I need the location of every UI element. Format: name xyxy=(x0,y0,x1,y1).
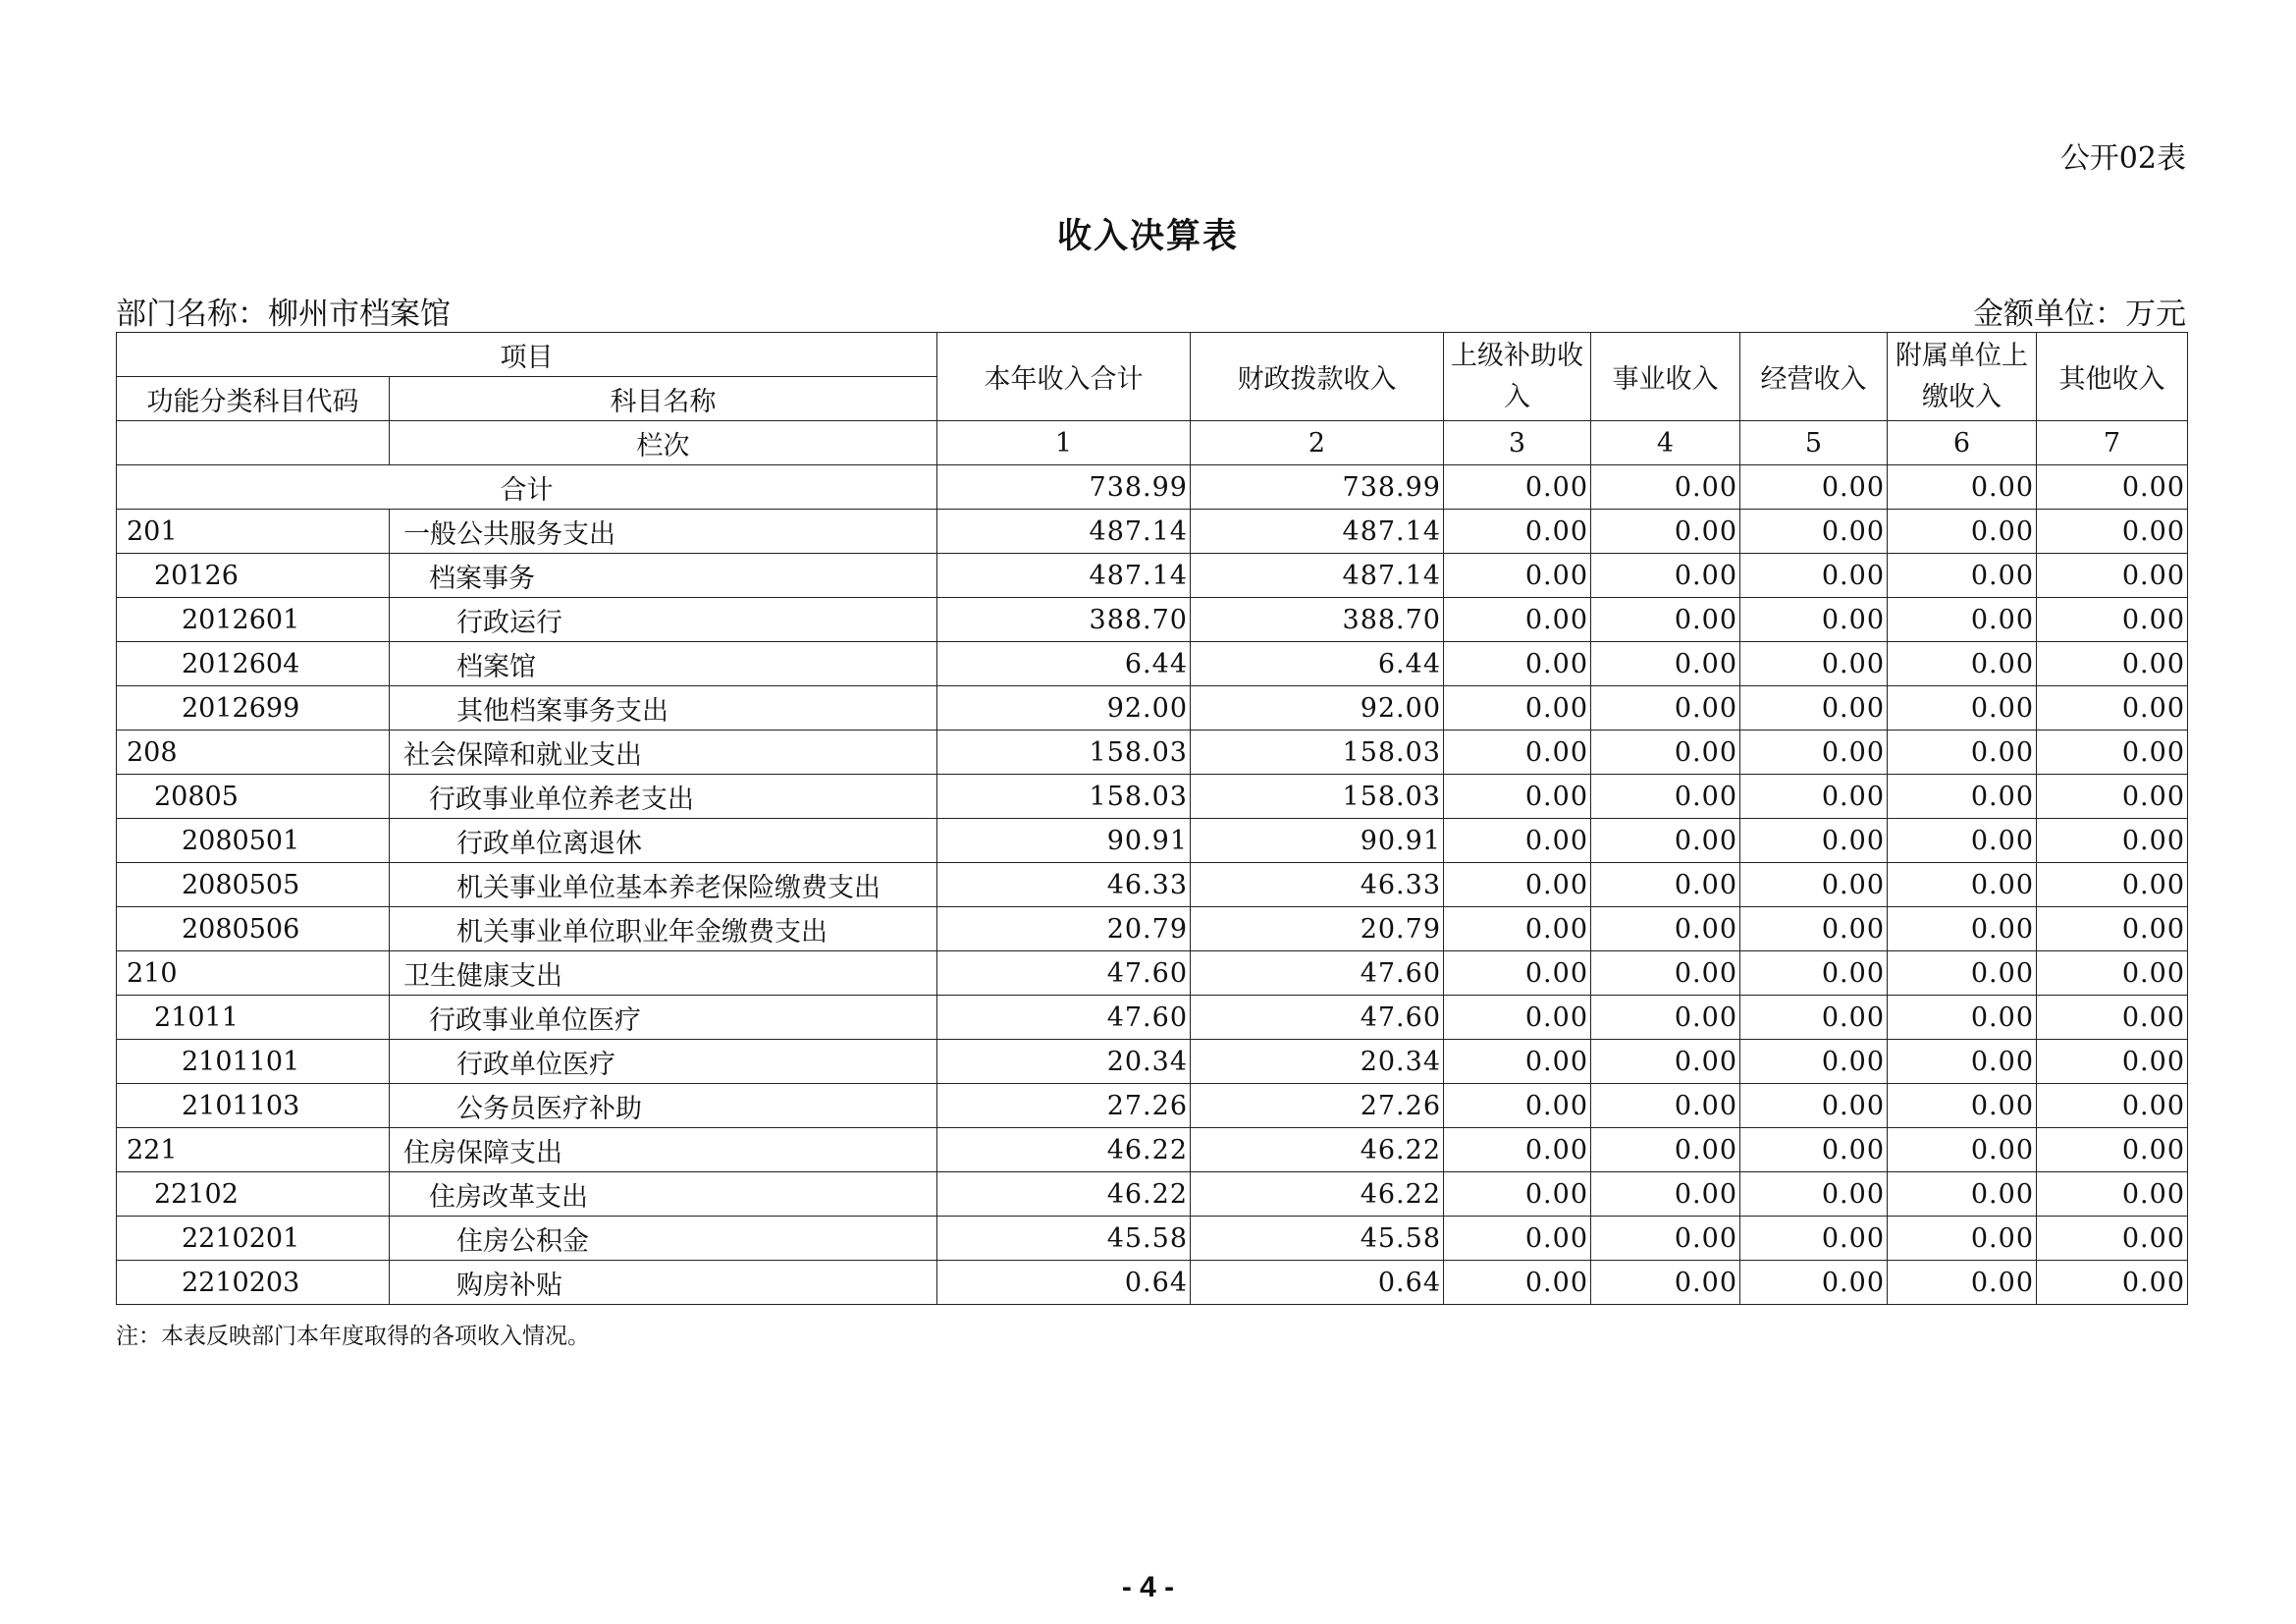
subject-code: 2080505 xyxy=(117,863,390,907)
subject-code: 2101101 xyxy=(117,1040,390,1084)
amount-cell: 0.00 xyxy=(1444,1217,1591,1261)
amount-cell: 0.00 xyxy=(1740,510,1888,554)
amount-cell: 0.00 xyxy=(1740,951,1888,996)
amount-cell: 0.00 xyxy=(1444,510,1591,554)
amount-cell: 0.00 xyxy=(1888,731,2037,775)
column-index-2: 2 xyxy=(1191,421,1444,465)
amount-cell: 20.34 xyxy=(937,1040,1191,1084)
table-row xyxy=(117,819,2188,863)
subject-name: 机关事业单位职业年金缴费支出 xyxy=(390,907,937,951)
amount-cell: 0.00 xyxy=(1591,1261,1740,1305)
amount-cell: 0.00 xyxy=(1444,1172,1591,1217)
amount-cell: 0.00 xyxy=(1591,863,1740,907)
total-value: 738.99 xyxy=(1191,465,1444,510)
column-index-3: 3 xyxy=(1444,421,1591,465)
amount-cell: 0.00 xyxy=(2037,1040,2188,1084)
table-row xyxy=(117,1217,2188,1261)
amount-cell: 0.00 xyxy=(1444,642,1591,686)
amount-cell: 27.26 xyxy=(1191,1084,1444,1128)
table-row xyxy=(117,996,2188,1040)
subject-name: 住房公积金 xyxy=(390,1217,937,1261)
amount-cell: 0.00 xyxy=(1444,1128,1591,1172)
total-value: 0.00 xyxy=(1591,465,1740,510)
amount-cell: 0.00 xyxy=(1740,996,1888,1040)
subject-name: 住房改革支出 xyxy=(390,1172,937,1217)
subject-name: 行政单位离退休 xyxy=(390,819,937,863)
amount-cell: 0.00 xyxy=(1444,996,1591,1040)
column-index-blank xyxy=(117,421,390,465)
amount-cell: 487.14 xyxy=(1191,510,1444,554)
subject-name: 公务员医疗补助 xyxy=(390,1084,937,1128)
amount-cell: 0.00 xyxy=(2037,819,2188,863)
amount-cell: 90.91 xyxy=(1191,819,1444,863)
amount-cell: 0.64 xyxy=(937,1261,1191,1305)
amount-cell: 0.00 xyxy=(1444,1040,1591,1084)
header-business: 事业收入 xyxy=(1591,333,1740,421)
subject-name: 其他档案事务支出 xyxy=(390,686,937,731)
subject-name: 住房保障支出 xyxy=(390,1128,937,1172)
amount-cell: 6.44 xyxy=(937,642,1191,686)
amount-cell: 6.44 xyxy=(1191,642,1444,686)
amount-cell: 0.00 xyxy=(1444,731,1591,775)
form-code: 公开02表 xyxy=(2059,141,2186,176)
amount-unit: 金额单位：万元 xyxy=(1973,297,2186,332)
table-row xyxy=(117,686,2188,731)
amount-cell: 46.22 xyxy=(937,1128,1191,1172)
subject-name: 行政事业单位养老支出 xyxy=(390,775,937,819)
amount-cell: 0.00 xyxy=(1591,819,1740,863)
subject-code: 2210201 xyxy=(117,1217,390,1261)
amount-cell: 487.14 xyxy=(937,510,1191,554)
amount-cell: 0.00 xyxy=(1740,1128,1888,1172)
amount-cell: 0.00 xyxy=(1888,1040,2037,1084)
amount-cell: 0.00 xyxy=(1740,554,1888,598)
amount-cell: 47.60 xyxy=(1191,996,1444,1040)
amount-cell: 0.00 xyxy=(2037,907,2188,951)
subject-code: 21011 xyxy=(117,996,390,1040)
page-number: - 4 - xyxy=(1121,1571,1175,1603)
amount-cell: 0.00 xyxy=(2037,686,2188,731)
amount-cell: 0.00 xyxy=(1740,731,1888,775)
amount-cell: 0.00 xyxy=(1591,1217,1740,1261)
amount-cell: 0.00 xyxy=(1444,1084,1591,1128)
amount-cell: 0.00 xyxy=(1740,863,1888,907)
subject-name: 行政运行 xyxy=(390,598,937,642)
amount-cell: 388.70 xyxy=(937,598,1191,642)
subject-code: 20126 xyxy=(117,554,390,598)
amount-cell: 0.00 xyxy=(1444,598,1591,642)
amount-cell: 0.00 xyxy=(2037,951,2188,996)
subject-code: 20805 xyxy=(117,775,390,819)
amount-cell: 0.00 xyxy=(2037,642,2188,686)
amount-cell: 0.00 xyxy=(2037,1128,2188,1172)
subject-code: 208 xyxy=(117,731,390,775)
amount-cell: 0.00 xyxy=(1740,907,1888,951)
table-row xyxy=(117,1040,2188,1084)
amount-cell: 0.00 xyxy=(1888,996,2037,1040)
column-index-1: 1 xyxy=(937,421,1191,465)
amount-cell: 45.58 xyxy=(937,1217,1191,1261)
amount-cell: 0.00 xyxy=(1444,907,1591,951)
subject-code: 22102 xyxy=(117,1172,390,1217)
header-total: 本年收入合计 xyxy=(937,333,1191,421)
amount-cell: 0.00 xyxy=(2037,510,2188,554)
amount-cell: 487.14 xyxy=(1191,554,1444,598)
amount-cell: 0.00 xyxy=(1888,686,2037,731)
subject-code: 221 xyxy=(117,1128,390,1172)
subject-name: 行政事业单位医疗 xyxy=(390,996,937,1040)
column-index-row xyxy=(117,421,2188,465)
page-title: 收入决算表 xyxy=(1056,216,1239,256)
amount-cell: 47.60 xyxy=(937,996,1191,1040)
amount-cell: 0.00 xyxy=(1888,1261,2037,1305)
amount-cell: 0.00 xyxy=(1740,598,1888,642)
amount-cell: 0.00 xyxy=(2037,554,2188,598)
amount-cell: 0.00 xyxy=(1888,598,2037,642)
amount-cell: 0.00 xyxy=(2037,996,2188,1040)
amount-cell: 0.00 xyxy=(1740,1040,1888,1084)
amount-cell: 0.00 xyxy=(1591,510,1740,554)
amount-cell: 0.00 xyxy=(1740,1217,1888,1261)
amount-cell: 0.00 xyxy=(2037,598,2188,642)
header-row-1 xyxy=(117,333,2188,377)
column-index-7: 7 xyxy=(2037,421,2188,465)
header-code: 功能分类科目代码 xyxy=(117,377,390,421)
header-operating: 经营收入 xyxy=(1740,333,1888,421)
subject-name: 行政单位医疗 xyxy=(390,1040,937,1084)
amount-cell: 0.00 xyxy=(1591,731,1740,775)
amount-cell: 0.00 xyxy=(1888,510,2037,554)
amount-cell: 158.03 xyxy=(1191,775,1444,819)
amount-cell: 46.22 xyxy=(937,1172,1191,1217)
subject-name: 档案馆 xyxy=(390,642,937,686)
amount-cell: 0.00 xyxy=(1591,951,1740,996)
amount-cell: 0.00 xyxy=(1888,907,2037,951)
amount-cell: 0.00 xyxy=(1591,554,1740,598)
column-index-6: 6 xyxy=(1888,421,2037,465)
amount-cell: 0.64 xyxy=(1191,1261,1444,1305)
table-row xyxy=(117,554,2188,598)
header-affiliated: 附属单位上缴收入 xyxy=(1888,333,2037,421)
amount-cell: 20.79 xyxy=(1191,907,1444,951)
amount-cell: 0.00 xyxy=(2037,775,2188,819)
subject-code: 2012699 xyxy=(117,686,390,731)
table-row xyxy=(117,951,2188,996)
total-value: 0.00 xyxy=(1888,465,2037,510)
amount-cell: 0.00 xyxy=(1888,1128,2037,1172)
amount-cell: 158.03 xyxy=(1191,731,1444,775)
header-fiscal: 财政拨款收入 xyxy=(1191,333,1444,421)
table-note: 注：本表反映部门本年度取得的各项收入情况。 xyxy=(116,1324,590,1349)
amount-cell: 47.60 xyxy=(1191,951,1444,996)
amount-cell: 0.00 xyxy=(1444,554,1591,598)
table-row xyxy=(117,731,2188,775)
amount-cell: 46.33 xyxy=(1191,863,1444,907)
amount-cell: 0.00 xyxy=(1888,1172,2037,1217)
subject-code: 201 xyxy=(117,510,390,554)
total-row xyxy=(117,465,2188,510)
amount-cell: 90.91 xyxy=(937,819,1191,863)
amount-cell: 0.00 xyxy=(1444,775,1591,819)
amount-cell: 0.00 xyxy=(1888,1217,2037,1261)
amount-cell: 0.00 xyxy=(1444,819,1591,863)
subject-name: 机关事业单位基本养老保险缴费支出 xyxy=(390,863,937,907)
subject-name: 档案事务 xyxy=(390,554,937,598)
data-rows xyxy=(117,510,2188,1305)
total-value: 738.99 xyxy=(937,465,1191,510)
amount-cell: 0.00 xyxy=(1591,775,1740,819)
amount-cell: 0.00 xyxy=(1740,1261,1888,1305)
table-row xyxy=(117,863,2188,907)
amount-cell: 0.00 xyxy=(1888,863,2037,907)
total-value: 0.00 xyxy=(1444,465,1591,510)
subject-code: 2080501 xyxy=(117,819,390,863)
column-index-5: 5 xyxy=(1740,421,1888,465)
amount-cell: 0.00 xyxy=(1444,863,1591,907)
amount-cell: 0.00 xyxy=(1591,642,1740,686)
column-index-label: 栏次 xyxy=(390,421,937,465)
amount-cell: 158.03 xyxy=(937,731,1191,775)
amount-cell: 20.34 xyxy=(1191,1040,1444,1084)
amount-cell: 0.00 xyxy=(1740,1172,1888,1217)
amount-cell: 0.00 xyxy=(1444,951,1591,996)
amount-cell: 46.22 xyxy=(1191,1172,1444,1217)
amount-cell: 20.79 xyxy=(937,907,1191,951)
amount-cell: 47.60 xyxy=(937,951,1191,996)
subject-name: 卫生健康支出 xyxy=(390,951,937,996)
header-superior: 上级补助收入 xyxy=(1444,333,1591,421)
table-row xyxy=(117,1084,2188,1128)
amount-cell: 0.00 xyxy=(2037,1217,2188,1261)
total-value: 0.00 xyxy=(1740,465,1888,510)
subject-code: 2012604 xyxy=(117,642,390,686)
amount-cell: 0.00 xyxy=(1740,819,1888,863)
table-row xyxy=(117,598,2188,642)
amount-cell: 46.22 xyxy=(1191,1128,1444,1172)
amount-cell: 92.00 xyxy=(1191,686,1444,731)
amount-cell: 0.00 xyxy=(1888,775,2037,819)
amount-cell: 92.00 xyxy=(937,686,1191,731)
subject-code: 2080506 xyxy=(117,907,390,951)
amount-cell: 388.70 xyxy=(1191,598,1444,642)
amount-cell: 0.00 xyxy=(1740,686,1888,731)
amount-cell: 0.00 xyxy=(1591,686,1740,731)
header-other: 其他收入 xyxy=(2037,333,2188,421)
subject-name: 一般公共服务支出 xyxy=(390,510,937,554)
amount-cell: 487.14 xyxy=(937,554,1191,598)
table-row xyxy=(117,642,2188,686)
amount-cell: 0.00 xyxy=(1740,1084,1888,1128)
amount-cell: 0.00 xyxy=(2037,863,2188,907)
amount-cell: 0.00 xyxy=(1740,642,1888,686)
amount-cell: 0.00 xyxy=(1591,907,1740,951)
amount-cell: 0.00 xyxy=(2037,1172,2188,1217)
subject-code: 2101103 xyxy=(117,1084,390,1128)
amount-cell: 0.00 xyxy=(2037,1084,2188,1128)
column-index-4: 4 xyxy=(1591,421,1740,465)
total-label: 合计 xyxy=(117,465,937,510)
amount-cell: 0.00 xyxy=(1444,686,1591,731)
header-item: 项目 xyxy=(117,333,937,377)
amount-cell: 0.00 xyxy=(1888,554,2037,598)
amount-cell: 0.00 xyxy=(2037,731,2188,775)
table-row xyxy=(117,775,2188,819)
income-final-accounts-table xyxy=(116,332,2188,1305)
amount-cell: 0.00 xyxy=(1591,598,1740,642)
total-value: 0.00 xyxy=(2037,465,2188,510)
amount-cell: 0.00 xyxy=(1740,775,1888,819)
subject-code: 210 xyxy=(117,951,390,996)
table-row xyxy=(117,1261,2188,1305)
subject-code: 2012601 xyxy=(117,598,390,642)
amount-cell: 0.00 xyxy=(1888,1084,2037,1128)
subject-code: 2210203 xyxy=(117,1261,390,1305)
amount-cell: 0.00 xyxy=(1591,1172,1740,1217)
amount-cell: 45.58 xyxy=(1191,1217,1444,1261)
amount-cell: 0.00 xyxy=(1888,819,2037,863)
amount-cell: 46.33 xyxy=(937,863,1191,907)
table-row xyxy=(117,1128,2188,1172)
subject-name: 社会保障和就业支出 xyxy=(390,731,937,775)
amount-cell: 0.00 xyxy=(1888,951,2037,996)
amount-cell: 27.26 xyxy=(937,1084,1191,1128)
amount-cell: 0.00 xyxy=(2037,1261,2188,1305)
department-name: 部门名称：柳州市档案馆 xyxy=(116,297,451,332)
amount-cell: 0.00 xyxy=(1591,1128,1740,1172)
header-name: 科目名称 xyxy=(390,377,937,421)
amount-cell: 0.00 xyxy=(1444,1261,1591,1305)
subject-name: 购房补贴 xyxy=(390,1261,937,1305)
amount-cell: 0.00 xyxy=(1888,642,2037,686)
amount-cell: 0.00 xyxy=(1591,1084,1740,1128)
amount-cell: 158.03 xyxy=(937,775,1191,819)
table-row xyxy=(117,907,2188,951)
table-row xyxy=(117,510,2188,554)
table-row xyxy=(117,1172,2188,1217)
amount-cell: 0.00 xyxy=(1591,1040,1740,1084)
amount-cell: 0.00 xyxy=(1591,996,1740,1040)
